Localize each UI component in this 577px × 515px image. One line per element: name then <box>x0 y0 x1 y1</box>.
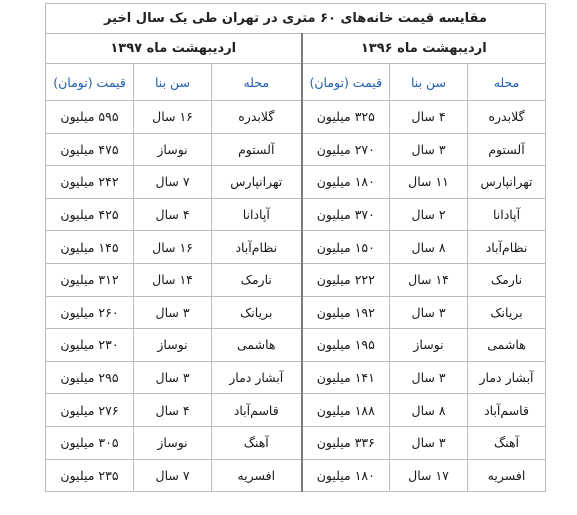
cell-age-1396: ۲ سال <box>390 198 468 231</box>
cell-area-1397: نارمک <box>212 263 302 296</box>
cell-area-1397: قاسم‌آباد <box>212 394 302 427</box>
cell-age-1396: ۳ سال <box>390 361 468 394</box>
cell-price-1396: ۱۸۰ میلیون <box>302 459 390 492</box>
cell-age-1396: ۳ سال <box>390 426 468 459</box>
cell-price-1396: ۱۸۸ میلیون <box>302 394 390 427</box>
cell-price-1397: ۲۳۰ میلیون <box>46 329 134 362</box>
table-body <box>46 101 546 492</box>
cell-age-1397: نوساز <box>134 133 212 166</box>
cell-area-1396: افسریه <box>468 459 546 492</box>
table-row <box>46 329 546 362</box>
cell-price-1397: ۲۳۵ میلیون <box>46 459 134 492</box>
cell-area-1397: آهنگ <box>212 426 302 459</box>
cell-price-1396: ۲۷۰ میلیون <box>302 133 390 166</box>
cell-area-1397: آپادانا <box>212 198 302 231</box>
col-header-price-1396: قیمت (تومان) <box>302 64 390 101</box>
cell-age-1396: ۱۱ سال <box>390 166 468 199</box>
cell-area-1397: گلابدره <box>212 101 302 134</box>
cell-age-1397: ۷ سال <box>134 459 212 492</box>
cell-area-1396: آپادانا <box>468 198 546 231</box>
cell-price-1397: ۳۱۲ میلیون <box>46 263 134 296</box>
cell-age-1396: ۱۴ سال <box>390 263 468 296</box>
cell-price-1396: ۱۸۰ میلیون <box>302 166 390 199</box>
table-row <box>46 263 546 296</box>
cell-price-1397: ۱۴۵ میلیون <box>46 231 134 264</box>
table-row <box>46 459 546 492</box>
cell-area-1396: هاشمی <box>468 329 546 362</box>
cell-age-1397: نوساز <box>134 426 212 459</box>
cell-area-1397: آبشار دمار <box>212 361 302 394</box>
cell-area-1396: نظام‌آباد <box>468 231 546 264</box>
cell-price-1397: ۳۰۵ میلیون <box>46 426 134 459</box>
cell-area-1396: تهرانپارس <box>468 166 546 199</box>
cell-age-1396: ۳ سال <box>390 133 468 166</box>
cell-area-1397: بریانک <box>212 296 302 329</box>
cell-price-1397: ۴۲۵ میلیون <box>46 198 134 231</box>
cell-price-1396: ۲۲۲ میلیون <box>302 263 390 296</box>
col-header-age-1396: سن بنا <box>390 64 468 101</box>
cell-area-1396: آلستوم <box>468 133 546 166</box>
cell-price-1396: ۱۹۲ میلیون <box>302 296 390 329</box>
table-row <box>46 296 546 329</box>
table-row <box>46 101 546 134</box>
cell-price-1397: ۴۷۵ میلیون <box>46 133 134 166</box>
table-row <box>46 133 546 166</box>
cell-age-1396: ۳ سال <box>390 296 468 329</box>
col-header-area-1396: محله <box>468 64 546 101</box>
cell-age-1396: ۸ سال <box>390 231 468 264</box>
col-header-area-1397: محله <box>212 64 302 101</box>
cell-area-1397: تهرانپارس <box>212 166 302 199</box>
cell-price-1396: ۱۵۰ میلیون <box>302 231 390 264</box>
cell-age-1396: نوساز <box>390 329 468 362</box>
cell-age-1397: ۷ سال <box>134 166 212 199</box>
cell-age-1397: ۱۶ سال <box>134 101 212 134</box>
table-row <box>46 198 546 231</box>
cell-age-1396: ۸ سال <box>390 394 468 427</box>
price-comparison-table-wrapper <box>45 3 545 492</box>
cell-area-1397: هاشمی <box>212 329 302 362</box>
cell-area-1396: نارمک <box>468 263 546 296</box>
cell-area-1396: آبشار دمار <box>468 361 546 394</box>
table-row <box>46 361 546 394</box>
cell-age-1397: ۴ سال <box>134 198 212 231</box>
cell-age-1397: ۳ سال <box>134 361 212 394</box>
table-row <box>46 426 546 459</box>
period-header-1396: اردیبهشت ماه ۱۳۹۶ <box>302 34 546 64</box>
cell-price-1397: ۲۷۶ میلیون <box>46 394 134 427</box>
cell-age-1397: ۴ سال <box>134 394 212 427</box>
cell-price-1397: ۵۹۵ میلیون <box>46 101 134 134</box>
cell-area-1396: قاسم‌آباد <box>468 394 546 427</box>
table-row <box>46 394 546 427</box>
cell-price-1396: ۳۷۰ میلیون <box>302 198 390 231</box>
cell-age-1397: ۱۶ سال <box>134 231 212 264</box>
cell-area-1397: نظام‌آباد <box>212 231 302 264</box>
cell-age-1397: ۱۴ سال <box>134 263 212 296</box>
cell-price-1397: ۲۶۰ میلیون <box>46 296 134 329</box>
col-header-price-1397: قیمت (تومان) <box>46 64 134 101</box>
cell-price-1396: ۳۲۵ میلیون <box>302 101 390 134</box>
table-row <box>46 231 546 264</box>
cell-age-1397: نوساز <box>134 329 212 362</box>
cell-age-1396: ۱۷ سال <box>390 459 468 492</box>
cell-age-1396: ۴ سال <box>390 101 468 134</box>
table-title: مقایسه قیمت خانه‌های ۶۰ متری در تهران طی یک سال اخیر <box>46 4 546 34</box>
table-row <box>46 166 546 199</box>
col-header-age-1397: سن بنا <box>134 64 212 101</box>
cell-price-1396: ۱۹۵ میلیون <box>302 329 390 362</box>
cell-area-1396: آهنگ <box>468 426 546 459</box>
cell-price-1397: ۲۹۵ میلیون <box>46 361 134 394</box>
cell-price-1396: ۱۴۱ میلیون <box>302 361 390 394</box>
cell-age-1397: ۳ سال <box>134 296 212 329</box>
cell-area-1397: افسریه <box>212 459 302 492</box>
cell-price-1396: ۳۳۶ میلیون <box>302 426 390 459</box>
price-comparison-table <box>45 3 546 492</box>
cell-area-1397: آلستوم <box>212 133 302 166</box>
cell-area-1396: گلابدره <box>468 101 546 134</box>
cell-area-1396: بریانک <box>468 296 546 329</box>
period-header-1397: اردیبهشت ماه ۱۳۹۷ <box>46 34 302 64</box>
cell-price-1397: ۲۴۲ میلیون <box>46 166 134 199</box>
